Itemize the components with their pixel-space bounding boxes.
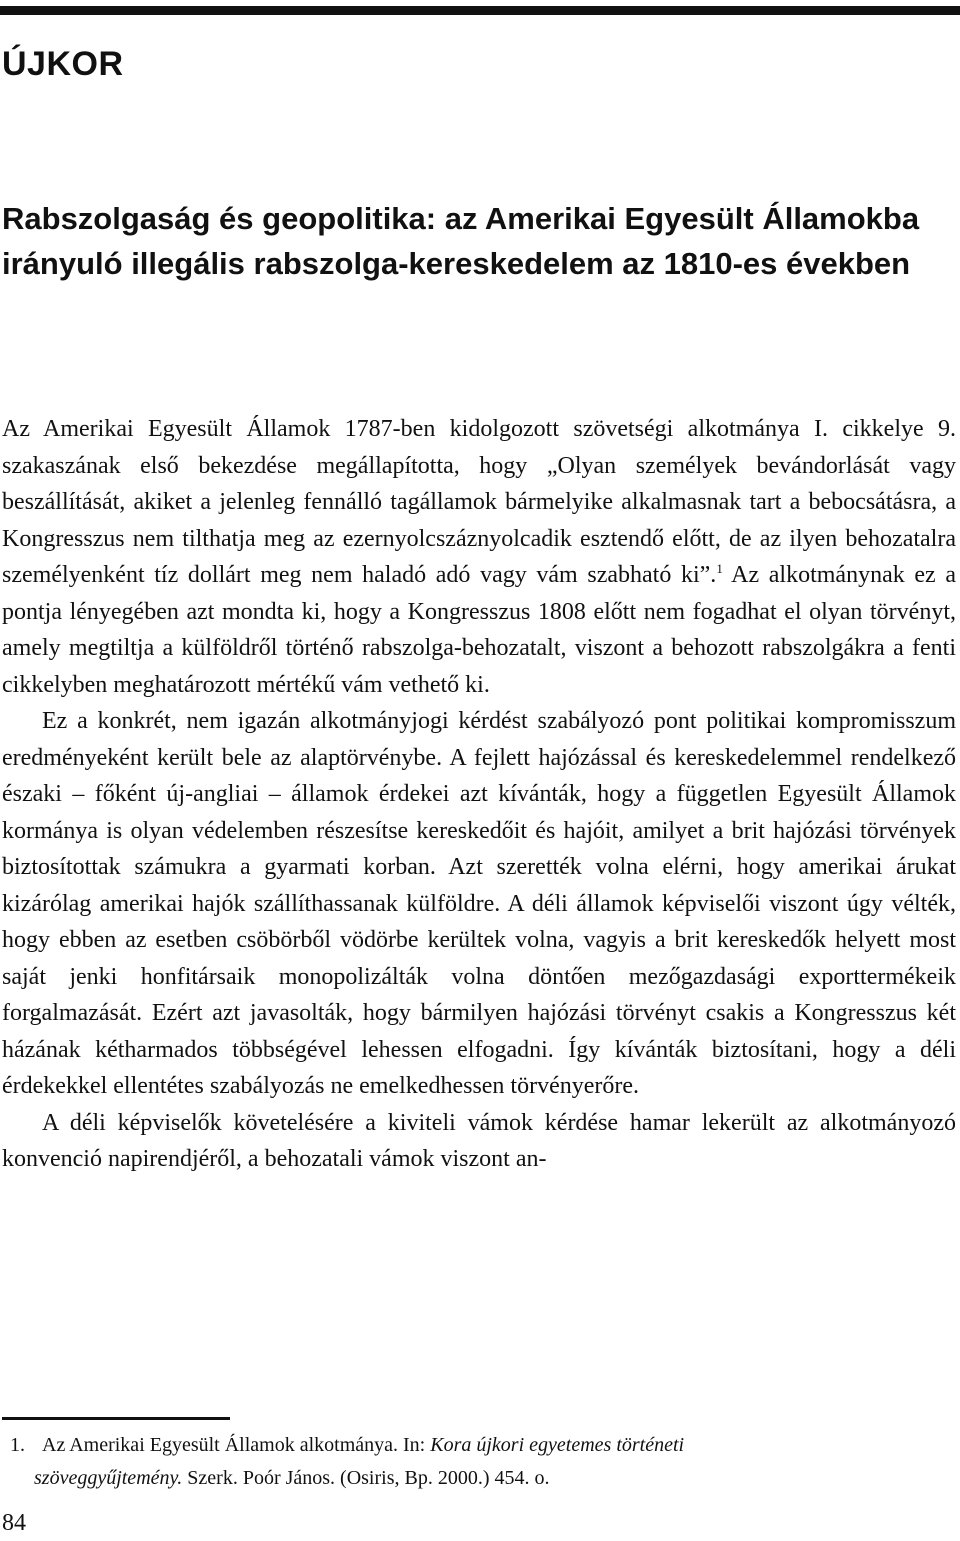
page-number: 84 — [2, 1510, 26, 1536]
article-title: Rabszolgaság és geopolitika: az Amerikai Egyesült Államokba irányuló illegális rabszolga-kereskedelem az 1810-es években — [2, 201, 920, 281]
section-heading: ÚJKOR — [2, 45, 124, 83]
footnote-source-title: Kora újkori egyetemes történeti — [430, 1434, 685, 1456]
paragraph-1 — [2, 411, 956, 703]
footnote-rule — [2, 1417, 230, 1420]
footnote — [2, 1429, 956, 1495]
paragraph-2: Ez a konkrét, nem igazán alkotmányjogi kérdést szabályozó pont politikai kompromisszum eredményeként került bele az alaptörvénybe. A fejlett hajózással és kereskedelemmel rendelkező északi – főként új-angliai – államok érdekei azt kívánták, hogy a független Egyesült Államok kormánya is olyan védelemben részesítse kereskedőit és hajóit, amilyet a brit hajózási törvények biztosítottak számukra a gyarmati korban. Azt szerették volna elérni, hogy amerikai árukat kizárólag amerikai hajók szállíthassanak külföldre. A déli államok képviselői viszont úgy vélték, hogy ebben az esetben csöbörből vödörbe kerültek volna, vagyis a brit kereskedők helyett most saját jenki honfitársaik monopolizálták volna döntően mezőgazdasági exporttermékeik forgalmazását. Ezért azt javasolták, hogy bármilyen hajózási törvényt csakis a Kongresszus két házának kétharmados többségével lehessen elfogadni. Így kívánták biztosítani, hogy a déli érdekekkel ellentétes szabályozás ne emelkedhessen törvényerőre. — [2, 708, 956, 1099]
footnote-text: Az Amerikai Egyesült Államok alkotmánya. In: — [42, 1434, 431, 1456]
footnote-line-1 — [2, 1429, 956, 1462]
footnote-source-title-cont: szöveggyűjtemény. — [34, 1467, 183, 1489]
footnote-number: 1. — [10, 1434, 25, 1456]
footnote-citation: Szerk. Poór János. (Osiris, Bp. 2000.) 454. o. — [182, 1467, 550, 1489]
paragraph-3: A déli képviselők követelésére a kiviteli vámok kérdése hamar lekerült az alkotmányozó konvenció napirendjéről, a behozatali vámok viszont an- — [2, 1109, 956, 1172]
footnote-ref[interactable]: 1 — [716, 561, 723, 576]
body-text — [2, 411, 956, 1178]
top-rule — [0, 6, 960, 15]
footnote-line-2 — [2, 1462, 956, 1495]
paragraph-1-text: Az Amerikai Egyesült Államok 1787-ben kidolgozott szövetségi alkotmánya I. cikkelye 9. szakaszának első bekezdése megállapította, hogy „Olyan személyek bevándorlását vagy beszállítását, akiket a jelenleg fennálló tagállamok bármelyike alkalmasnak tart a bebocsátásra, a Kongresszus nem tilthatja meg az ezernyolcszáznyolcadik esztendő előtt, de az ilyen behozatalra személyenként tíz dollárt meg nem haladó adó vagy vám szabható ki”. — [2, 416, 956, 588]
paragraph-1-text-cont: Az alkotmánynak ez a pontja lényegében azt mondta ki, hogy a Kongresszus 1808 előtt nem fogadhat el olyan törvényt, amely megtiltja a külföldről történő rabszolga-behozatalt, viszont a behozott rabszolgákra a fenti cikkelyben meghatározott mértékű vám vethető ki. — [2, 562, 957, 698]
